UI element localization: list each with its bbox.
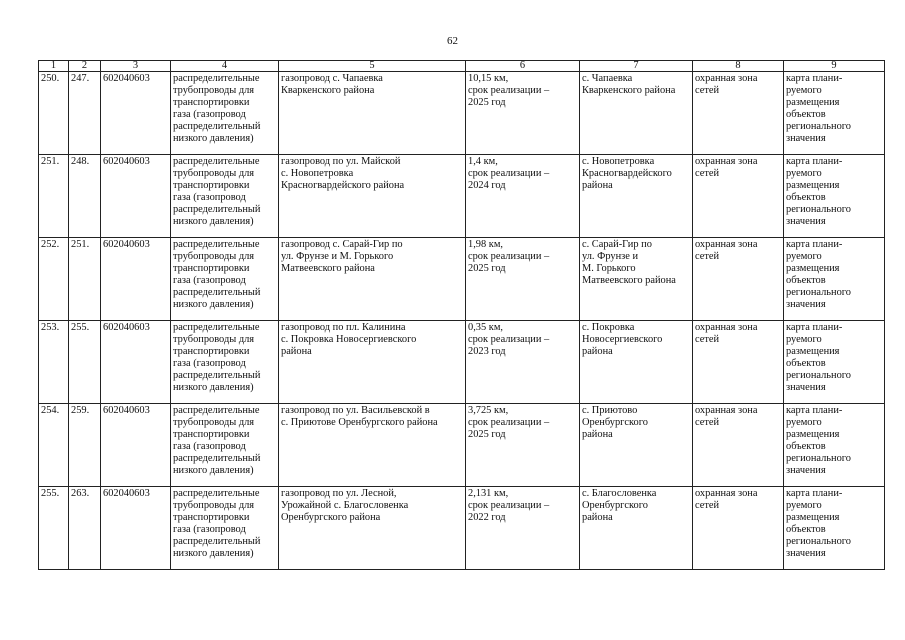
map-reference: карта плани- руемого размещения объектов регионального значения [784, 321, 885, 404]
column-header: 6 [466, 61, 580, 72]
zone-type: охранная зона сетей [693, 487, 784, 570]
table-row [39, 487, 885, 570]
column-header: 4 [171, 61, 279, 72]
table-row [39, 404, 885, 487]
object-location: с. Новопетровка Красногвардейского района [580, 155, 693, 238]
map-reference: карта плани- руемого размещения объектов регионального значения [784, 487, 885, 570]
objects-table [38, 60, 885, 570]
map-reference: карта плани- руемого размещения объектов регионального значения [784, 155, 885, 238]
table-row [39, 72, 885, 155]
object-code: 602040603 [101, 487, 171, 570]
object-code: 602040603 [101, 404, 171, 487]
row-number: 254. [39, 404, 69, 487]
source-number: 263. [69, 487, 101, 570]
object-type: распределительные трубопроводы для транспортировки газа (газопровод распределительный низкого давления) [171, 404, 279, 487]
object-name: газопровод с. Чапаевка Кваркенского района [279, 72, 466, 155]
source-number: 247. [69, 72, 101, 155]
object-location: с. Приютово Оренбургского района [580, 404, 693, 487]
object-type: распределительные трубопроводы для транспортировки газа (газопровод распределительный низкого давления) [171, 321, 279, 404]
object-name: газопровод по ул. Васильевской в с. Приютове Оренбургского района [279, 404, 466, 487]
object-code: 602040603 [101, 238, 171, 321]
page-number: 62 [447, 35, 458, 47]
object-type: распределительные трубопроводы для транспортировки газа (газопровод распределительный низкого давления) [171, 487, 279, 570]
object-characteristics: 10,15 км, срок реализации – 2025 год [466, 72, 580, 155]
source-number: 255. [69, 321, 101, 404]
object-characteristics: 0,35 км, срок реализации – 2023 год [466, 321, 580, 404]
row-number: 255. [39, 487, 69, 570]
column-header: 3 [101, 61, 171, 72]
row-number: 251. [39, 155, 69, 238]
zone-type: охранная зона сетей [693, 72, 784, 155]
zone-type: охранная зона сетей [693, 238, 784, 321]
object-characteristics: 1,4 км, срок реализации – 2024 год [466, 155, 580, 238]
column-header: 2 [69, 61, 101, 72]
table-row [39, 238, 885, 321]
column-header: 5 [279, 61, 466, 72]
object-type: распределительные трубопроводы для транспортировки газа (газопровод распределительный низкого давления) [171, 238, 279, 321]
object-type: распределительные трубопроводы для транспортировки газа (газопровод распределительный низкого давления) [171, 72, 279, 155]
map-reference: карта плани- руемого размещения объектов регионального значения [784, 404, 885, 487]
source-number: 251. [69, 238, 101, 321]
source-number: 248. [69, 155, 101, 238]
object-type: распределительные трубопроводы для транспортировки газа (газопровод распределительный низкого давления) [171, 155, 279, 238]
object-location: с. Чапаевка Кваркенского района [580, 72, 693, 155]
zone-type: охранная зона сетей [693, 404, 784, 487]
column-header: 7 [580, 61, 693, 72]
object-characteristics: 1,98 км, срок реализации – 2025 год [466, 238, 580, 321]
object-location: с. Благословенка Оренбургского района [580, 487, 693, 570]
column-header: 9 [784, 61, 885, 72]
zone-type: охранная зона сетей [693, 155, 784, 238]
table-row [39, 321, 885, 404]
object-characteristics: 3,725 км, срок реализации – 2025 год [466, 404, 580, 487]
row-number: 250. [39, 72, 69, 155]
column-header: 1 [39, 61, 69, 72]
object-code: 602040603 [101, 155, 171, 238]
column-header: 8 [693, 61, 784, 72]
object-location: с. Сарай-Гир по ул. Фрунзе и М. Горького Матвеевского района [580, 238, 693, 321]
source-number: 259. [69, 404, 101, 487]
table-row [39, 155, 885, 238]
zone-type: охранная зона сетей [693, 321, 784, 404]
map-reference: карта плани- руемого размещения объектов регионального значения [784, 72, 885, 155]
object-name: газопровод по ул. Лесной, Урожайной с. Благословенка Оренбургского района [279, 487, 466, 570]
object-code: 602040603 [101, 72, 171, 155]
object-name: газопровод с. Сарай-Гир по ул. Фрунзе и М. Горького Матвеевского района [279, 238, 466, 321]
object-location: с. Покровка Новосергиевского района [580, 321, 693, 404]
row-number: 253. [39, 321, 69, 404]
object-name: газопровод по ул. Майской с. Новопетровка Красногвардейского района [279, 155, 466, 238]
object-code: 602040603 [101, 321, 171, 404]
header-row [39, 61, 885, 72]
object-characteristics: 2,131 км, срок реализации – 2022 год [466, 487, 580, 570]
map-reference: карта плани- руемого размещения объектов регионального значения [784, 238, 885, 321]
row-number: 252. [39, 238, 69, 321]
object-name: газопровод по пл. Калинина с. Покровка Новосергиевского района [279, 321, 466, 404]
